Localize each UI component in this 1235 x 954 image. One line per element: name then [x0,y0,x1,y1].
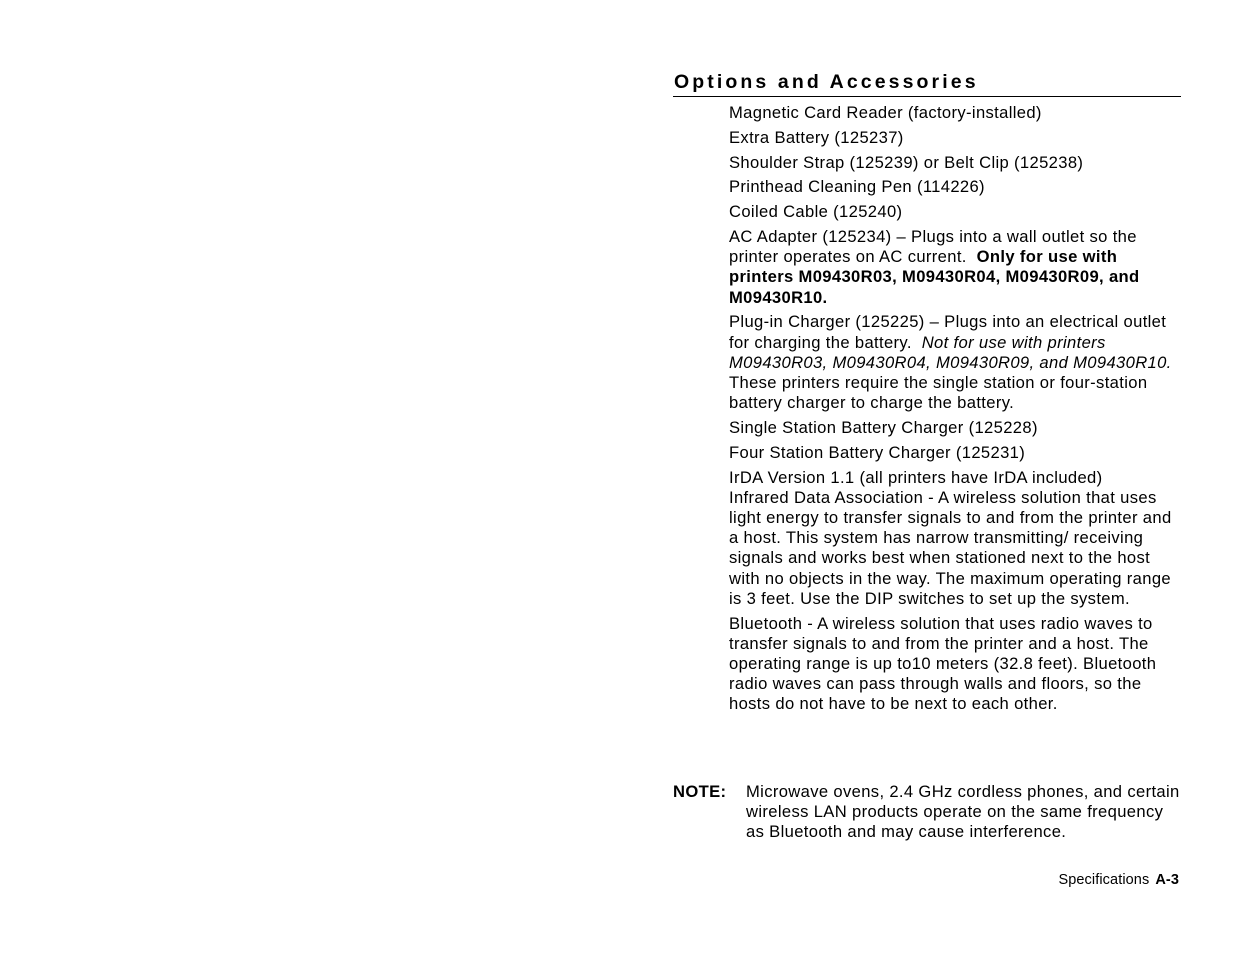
list-item: Extra Battery (125237) [729,127,904,147]
page-footer [1058,872,1179,888]
plug-in-charger-text-after: These printers require the single station or four-station battery charger to charge the battery. [729,373,1148,413]
page-number: A-3 [1155,872,1179,888]
accessories-list [729,103,1181,719]
list-item: Coiled Cable (125240) [729,202,903,222]
plug-in-charger-warning: Not for use with printers M09430R03, M09430R04, M09430R09, and M09430R10. [729,332,1172,372]
list-item-bluetooth: Bluetooth - A wireless solution that uses radio waves to transfer signals to and from the printer and a host. The operating range is up to10 meters (32.8 feet). Bluetooth radio waves can pass through walls and floors, so the hosts do not have to be next to each other. [729,613,1157,714]
irda-title: IrDA Version 1.1 (all printers have IrDA included) [729,467,1103,487]
note-label: NOTE: [673,782,727,801]
list-item: Four Station Battery Charger (125231) [729,442,1026,462]
note-text: Microwave ovens, 2.4 GHz cordless phones, and certain wireless LAN products operate on the same frequency as Bluetooth and may cause interference. [746,782,1180,842]
list-item: Shoulder Strap (125239) or Belt Clip (125238) [729,152,1084,172]
list-item: Printhead Cleaning Pen (114226) [729,177,985,197]
plug-in-charger-text: Plug-in Charger (125225) – Plugs into an electrical outlet for charging the battery. [729,312,1167,352]
list-item: Magnetic Card Reader (factory-installed) [729,103,1042,122]
list-item-ac-adapter [729,227,1181,308]
list-item: Single Station Battery Charger (125228) [729,418,1038,437]
section-heading-text: Options and Accessories [674,71,979,93]
footer-section: Specifications [1058,872,1150,888]
irda-description: Infrared Data Association - A wireless solution that uses light energy to transfer signals to and from the printer and a host. This system has narrow transmitting/ receiving signals and works best when stationed next to the host with no objects in the way. The maximum operating range is 3 feet. Use the DIP switches to set up the system. [729,487,1172,608]
ac-adapter-compatibility: Only for use with printers M09430R03, M09430R04, M09430R09, and M09430R10. [729,247,1140,307]
list-item-plug-in-charger [729,312,1181,413]
list-item-irda [729,468,1181,609]
ac-adapter-text: AC Adapter (125234) – Plugs into a wall outlet so the printer operates on AC current. [729,226,1137,267]
section-heading [673,68,1181,97]
